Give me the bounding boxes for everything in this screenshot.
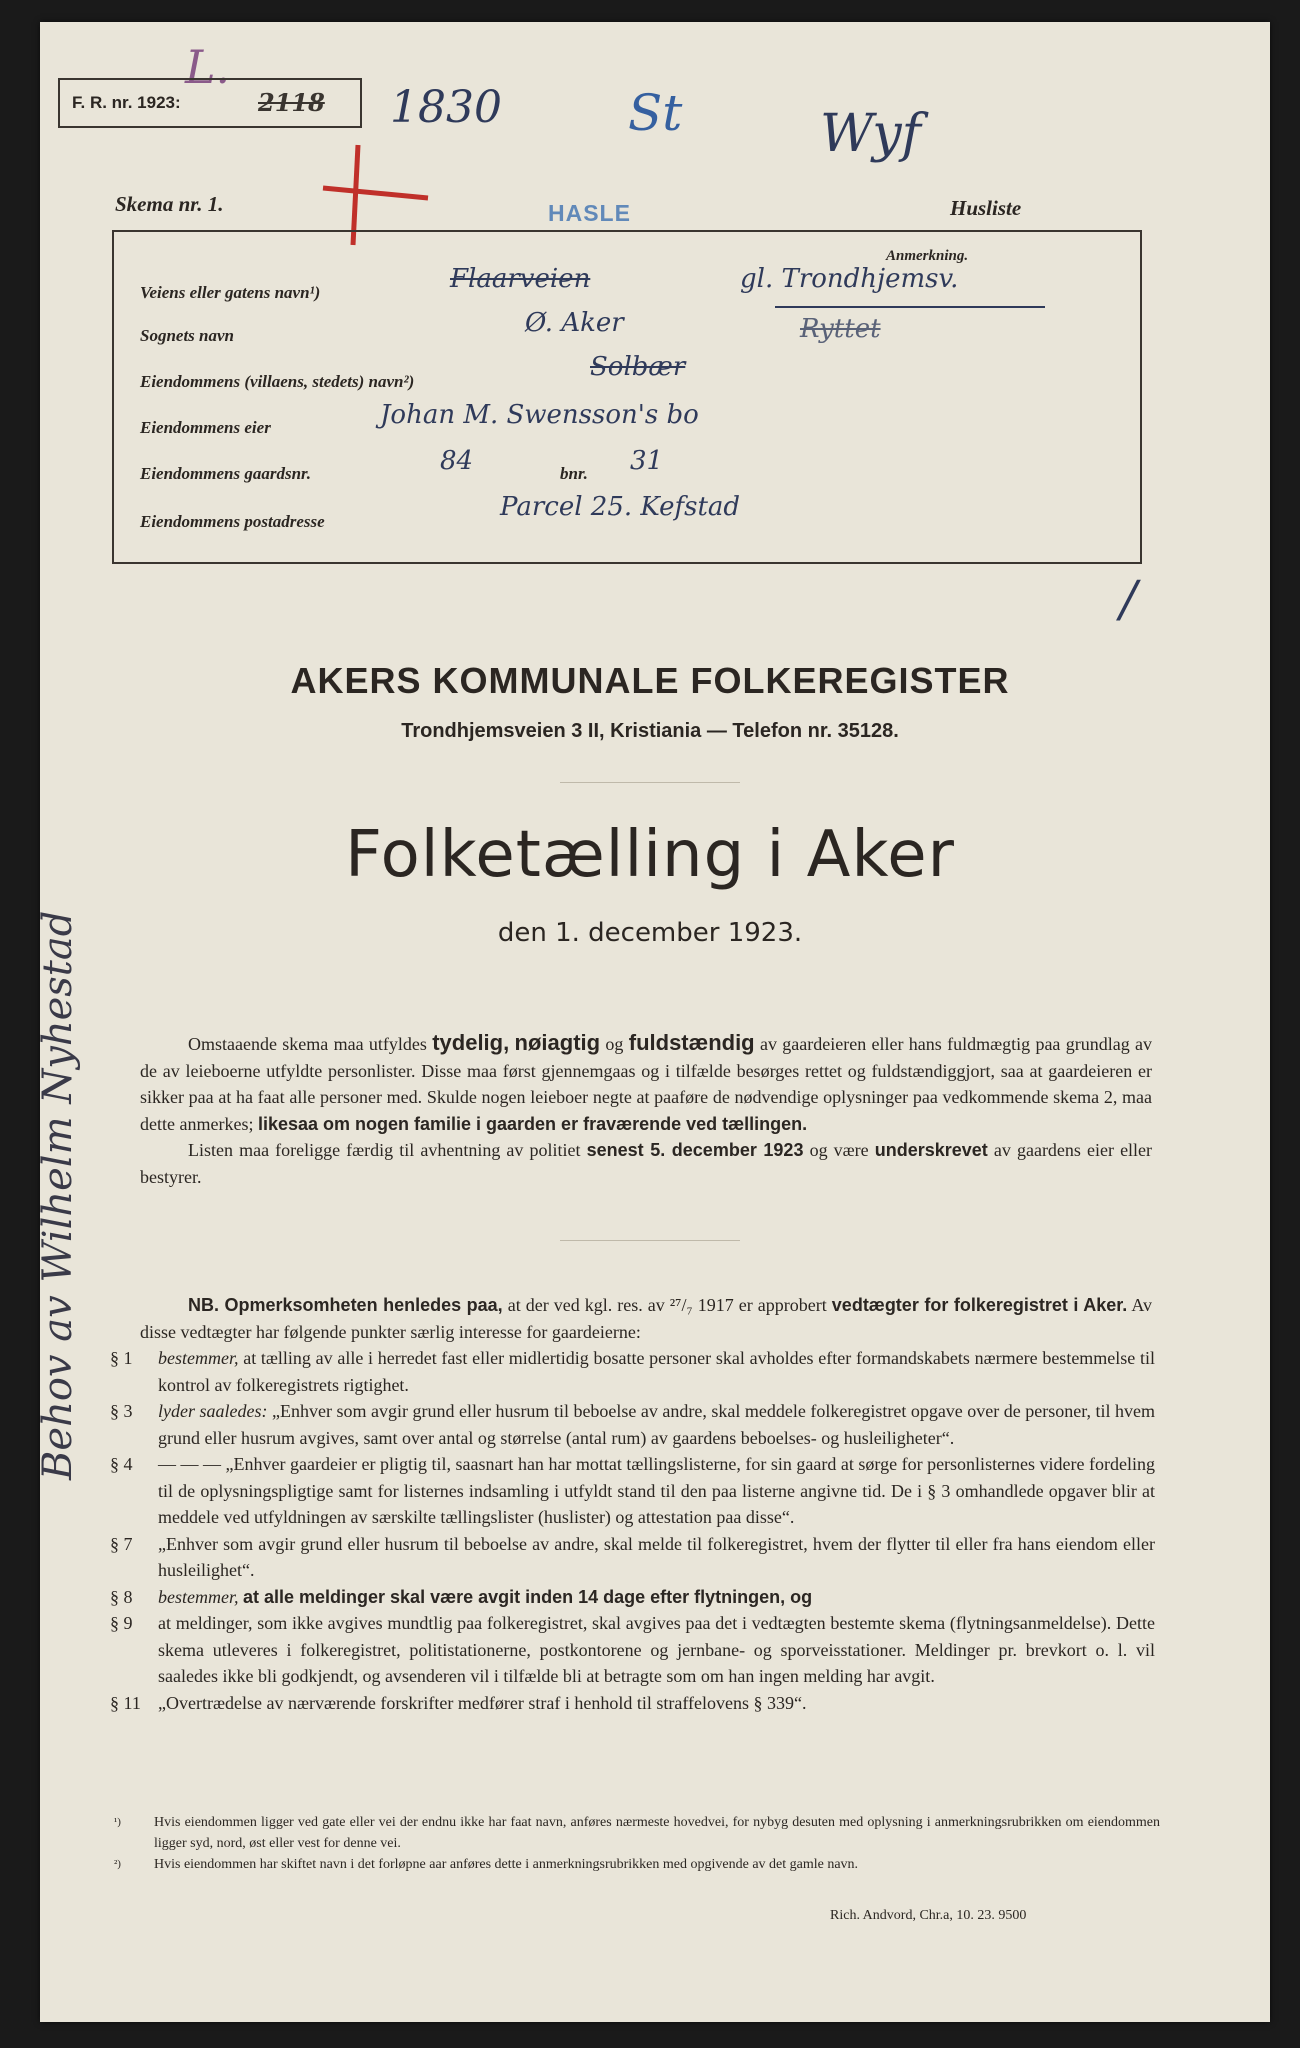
- fr-label: F. R. nr. 1923:: [72, 93, 181, 112]
- handwritten-signature: Wyf: [820, 104, 921, 164]
- property-name-value: Solbær: [590, 352, 686, 382]
- statute-text: „Enhver gaardeier er pligtig til, saasnart han har mottat tællingslisterne, for sin gaard at sørge for personlisternes videre fordeling til de oplysningspligtige samt for listernes indsamling i utfyldt stand til den paa listerne angivne tid. De i § 3 omhandlede opgaver blir at meddele ved utfyldningen av særskilte tællingslister (huslister) og attestation paa disse“.: [158, 1454, 1156, 1527]
- emphasis: nøiagtig: [514, 1030, 601, 1055]
- handwritten-initials: St: [628, 84, 683, 142]
- footnote-text: Hvis eiendommen har skiftet navn i det forløpne aar anføres dette i anmerkningsrubrikken med opgivende av det gamle navn.: [154, 1857, 859, 1872]
- skema-label: Skema nr. 1.: [115, 192, 224, 216]
- handwritten-letter: L.: [185, 40, 231, 94]
- postal-address-label: Eiendommens postadresse: [140, 512, 325, 531]
- footnote: [110, 1812, 1160, 1854]
- handwritten-number: 1830: [390, 82, 502, 133]
- statute-number: § 4: [110, 1454, 133, 1474]
- statute-text: at meldinger, som ikke avgives mundtlig paa folkeregistret, skal avgives paa det i vedtægten bestemte skema (flytningsanmeldelse). Dette skema utleveres i folkeregistret, politistationerne, postkontorene og jernbane- og sporveisstationer. Meldinger pr. brevkort o. l. vil saaledes ikke bli godkjendt, og avsenderen vil i tilfælde bli at betragte som om han ingen melding har avgit.: [158, 1613, 1155, 1686]
- instructions: [140, 1030, 1152, 1190]
- fr-value: 2118: [258, 88, 325, 117]
- parish-note: Ryttet: [800, 314, 881, 344]
- emphasis: underskrevet: [874, 1140, 988, 1160]
- statute-item: [110, 1398, 1155, 1451]
- emphasis: NB. Opmerksomheten henledes paa,: [188, 1295, 503, 1315]
- husliste-label: Husliste: [950, 196, 1022, 220]
- printer-imprint: Rich. Andvord, Chr.a, 10. 23. 9500: [830, 1908, 1027, 1923]
- statute-text: at tælling av alle i herredet fast eller midlertidig bosatte personer skal avholdes efter formandskabets nærmere bestemmelse til kontrol av folkeregistrets rigtighet.: [158, 1348, 1156, 1395]
- statute-number: § 8: [110, 1586, 133, 1607]
- text: Av disse vedtægter har følgende punkter særlig interesse for gaardeierne:: [140, 1295, 1153, 1342]
- anmerkning-label: Anmerkning.: [886, 248, 969, 264]
- statute-item: [110, 1690, 1155, 1717]
- street-name-note: gl. Trondhjemsv.: [740, 264, 959, 294]
- footnote: [110, 1854, 1160, 1875]
- nb-paragraph: [140, 1292, 1152, 1345]
- statute-lead: bestemmer,: [158, 1348, 239, 1368]
- text: Omstaaende skema maa utfyldes: [188, 1034, 427, 1054]
- bnr-value: 31: [630, 446, 664, 476]
- statute-text: „Enhver som avgir grund eller husrum til beboelse av andre, skal melde til folkeregistret, hvem der flytter til eller fra hans eiendom eller husleilighet“.: [158, 1533, 1155, 1580]
- emphasis: vedtægter for folkeregistret i Aker.: [831, 1295, 1128, 1315]
- org-title: AKERS KOMMUNALE FOLKEREGISTER: [290, 660, 1010, 701]
- bnr-label: bnr.: [560, 464, 588, 483]
- org-address: Trondhjemsveien 3 II, Kristiania — Telefon nr. 35128.: [401, 720, 899, 742]
- statute-text: „Overtrædelse av nærværende forskrifter medfører straf i henhold til straffelovens § 339“.: [158, 1692, 807, 1713]
- statute-item: [110, 1610, 1155, 1690]
- statute-item: [110, 1584, 1155, 1611]
- statute-number: § 9: [110, 1613, 133, 1633]
- footnote-number: ¹): [114, 1816, 121, 1828]
- statute-list: [110, 1345, 1155, 1716]
- text: Listen maa foreligge færdig til avhentning av politiet: [188, 1140, 581, 1160]
- statute-lead: bestemmer,: [158, 1586, 239, 1607]
- handwritten-tick: /: [1120, 570, 1137, 628]
- text: av gaardeieren eller hans fuldmægtig paa grundlag av de av leieboerne utfyldte personlister. Disse maa først gjennemgaas og i tilfælde besørges rettet og fuldstændiggjort, saa at gaardeieren er sikker paa at ha faat alle personer med. Skulde nogen leieboer negte at paaføre de nødvendige oplysninger paa vedkommende skema 2, maa dette anmerkes;: [140, 1034, 1153, 1134]
- hasle-stamp: HASLE: [548, 200, 631, 226]
- statute-text: at alle meldinger skal være avgit inden 14 dage efter flytningen, og: [242, 1586, 813, 1607]
- underline-mark: [775, 304, 1045, 310]
- street-name-label: Veiens eller gatens navn¹): [140, 283, 321, 302]
- text: at der ved kgl. res. av ²⁷/₇ 1917 er approbert: [507, 1295, 827, 1315]
- text: og være: [809, 1140, 869, 1160]
- statute-item: [110, 1531, 1155, 1584]
- parish-label: Sognets navn: [140, 326, 234, 345]
- statute-number: § 7: [110, 1533, 133, 1554]
- owner-label: Eiendommens eier: [140, 418, 271, 437]
- margin-note: Behov av Wilhelm Nyhestad: [35, 910, 81, 1480]
- footnote-number: ²): [114, 1858, 121, 1870]
- statute-number: § 3: [110, 1401, 133, 1421]
- census-date: den 1. december 1923.: [497, 918, 803, 948]
- statute-item: [110, 1451, 1155, 1531]
- emphasis: senest 5. december 1923: [586, 1140, 804, 1160]
- footnote-text: Hvis eiendommen ligger ved gate eller vei der endnu ikke har faat navn, anføres nærmeste hovedvei, for nybyg desuten med oplysning i anmerkningsrubrikken om eiendommen ligger syd, nord, øst eller vest for denne vei.: [154, 1815, 1160, 1851]
- gaardsnr-label: Eiendommens gaardsnr.: [140, 464, 311, 483]
- text: av gaardens eier eller bestyrer.: [140, 1140, 1153, 1187]
- text: og: [605, 1034, 624, 1054]
- statute-lead: lyder saaledes:: [158, 1401, 268, 1421]
- statute-lead: — — —: [158, 1454, 222, 1474]
- emphasis: fuldstændig: [628, 1030, 755, 1055]
- street-name-value: Flaarveien: [450, 264, 591, 294]
- statute-number: § 1: [110, 1348, 133, 1368]
- postal-address-value: Parcel 25. Kefstad: [500, 492, 741, 522]
- divider: [560, 782, 740, 783]
- emphasis: likesaa om nogen familie i gaarden er fraværende ved tællingen.: [257, 1113, 808, 1134]
- emphasis: tydelig,: [432, 1030, 510, 1055]
- parish-value: Ø. Aker: [525, 308, 624, 338]
- owner-value: Johan M. Swensson's bo: [380, 400, 699, 430]
- statute-text: „Enhver som avgir grund eller husrum til beboelse av andre, skal meddele folkeregistret opgave over de personer, til hvem grund eller husrum avgives, samt over antal og størrelse (antal rum) av gaardens beboelses- og husleiligheter“.: [158, 1401, 1156, 1448]
- property-name-label: Eiendommens (villaens, stedets) navn²): [140, 372, 415, 391]
- main-title: Folketælling i Aker: [345, 818, 955, 892]
- gaardsnr-value: 84: [440, 446, 474, 476]
- statute-item: [110, 1345, 1155, 1398]
- footnotes: [110, 1812, 1160, 1875]
- fr-number-box: [58, 78, 362, 128]
- divider: [560, 1240, 740, 1241]
- statute-number: § 11: [110, 1692, 141, 1713]
